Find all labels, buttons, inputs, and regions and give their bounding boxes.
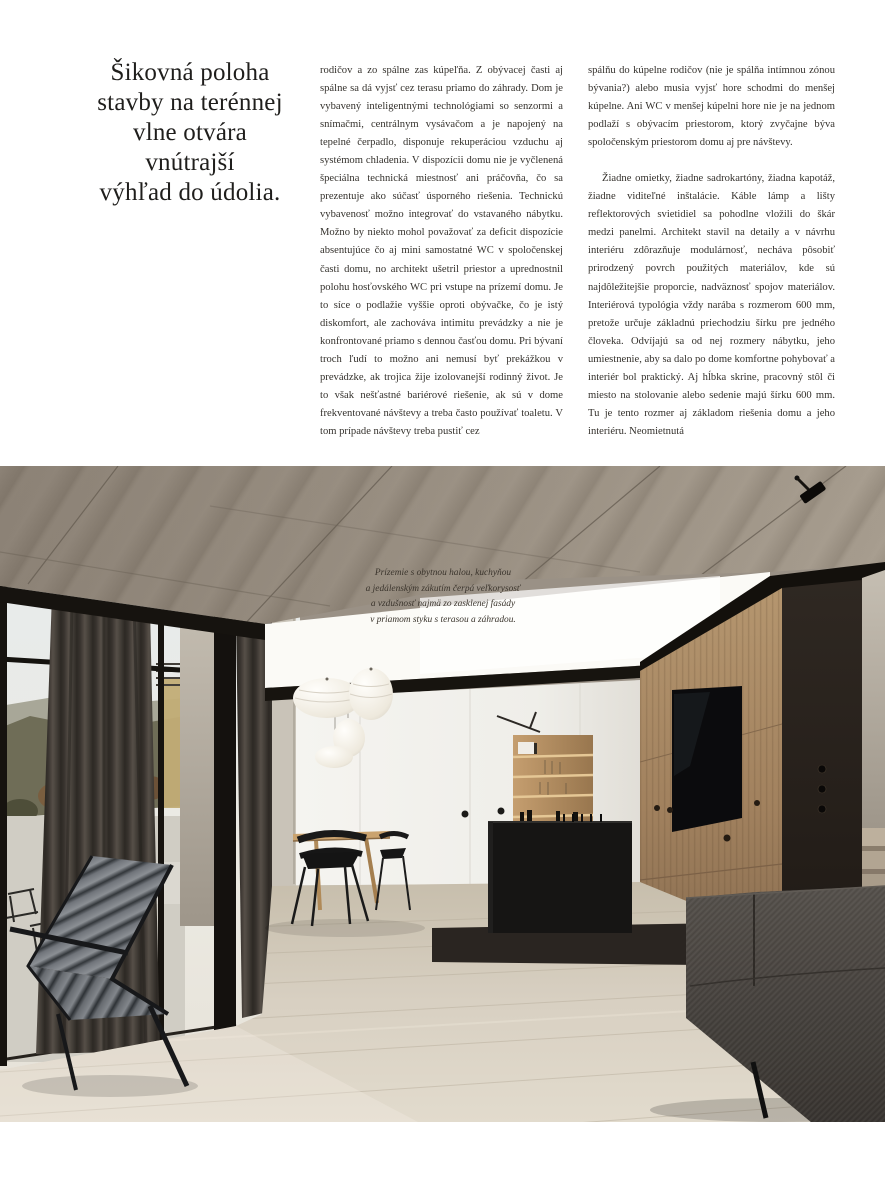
concrete-wall [180,596,214,926]
photo-caption [348,566,538,628]
window-mullion [158,614,164,1059]
photo-caption-line: a jedálenským zákutím čerpá veľkorysosť [365,583,521,594]
wall-sockets [818,765,826,813]
cabinet-handle [498,808,505,815]
interior-photo-illustration [0,466,885,1122]
article-paragraph: spálňu do kúpelne rodičov (nie je spálňa intímnou zónou bývania?) alebo musia vyjsť hore schodmi do menšej kúpelne. Ani WC v menšej kúpelni hore nie je na jednom podlaží s obývacím priestorom, ktorý zvyčajne býva spoločenským priestorom domu aj pre návštevy. [588,65,835,149]
interior-photo [0,466,885,1122]
photo-caption-line: v priamom styku s terasou a záhradou. [370,614,516,625]
pull-quote-line: výhľad do údolia. [99,179,281,206]
window-frame [0,584,7,1066]
pull-quote-line: Šikovná poloha [110,59,270,86]
pull-quote-line: stavby na terénnej [97,89,283,116]
corner-post [214,612,236,1036]
article-column-2 [588,62,835,441]
article-paragraph: rodičov a zo spálne zas kúpeľňa. Z obývacej časti aj spálne sa dá vyjsť cez terasu priamo do záhrady. Dom je vybavený inteligentnými technológiami so senzormi a snímačmi, centrálnym vysávačom a je napojený na tepelné čerpadlo, disponuje rekuperáciou vzduchu aj systémom chladenia. V dispozícii domu nie je vyčlenená špeciálna technická miestnosť ani práčovňa, čo sa prezentuje ako súčasť úsporného riešenia. Technickú vybavenosť možno integrovať do vstavaného nábytku. Možno by niekto mohol považovať za deficit dispozície absentujúce čo aj mini samostatné WC v spoločenskej časti domu, no architekt ušetril priestor a uprednostnil polohu hosťovského WC pri vstupe na prízemí domu. Je to síce o podlažie vyššie oproti obývačke, čo je istý diskomfort, ale zachováva intimitu prevádzky a nie je konfrontované priamo s dennou časťou domu. Pri bývaní troch ľudí to možno ani nemusí byť prekážkou v prevádzke, ak trojica žije izolovanejší rodinný život. Je to však nešťastné bariérové riešenie, ak sú v dome frekventované návštevy a treba často používať toaletu. V tom prípade návštevy treba pustiť cez [320,65,563,437]
photo-caption-line: a vzdušnosť najmä zo zasklenej fasády [370,599,516,610]
pull-quote [62,58,318,208]
shelf-books [518,742,534,754]
kitchen-island [488,814,632,933]
article-paragraph: Žiadne omietky, žiadne sadrokartóny, žiadna kapotáž, žiadne viditeľné inštalácie. Káble lámp a lišty reflektorových svietidiel sa pohodlne vložili do škár medzi panelmi. Architekt stavil na detaily a v návrhu interiéru zdôrazňuje modulárnosť, necháva pôsobiť prirodzený povrch použitých materiálov, kde sú najdôležitejšie proporcie, nadväznosť spojov materiálov. Interiérová typológia vždy narába s rozmerom 600 mm, pretože určuje základnú priechodziu šírku pre jedného človeka. Odvíjajú sa od nej rozmery nábytku, jeho umiestnenie, aby sa dalo po dome komfortne pohybovať a interiér bol praktický. Aj hĺbka skrine, pracovný stôl či miesto na stolovanie alebo sedenie majú šírku 600 mm. Tu je tento rozmer aj základom riešenia domu a jeho interiéru. Neomietnutá [588,173,835,437]
pull-quote-line: vnútrajší [145,149,235,176]
photo-caption-line: Prízemie s obytnou halou, kuchyňou [374,568,512,578]
article-column-1 [320,62,563,441]
cabinet-handle [462,811,469,818]
pull-quote-line: vlne otvára [133,119,247,146]
